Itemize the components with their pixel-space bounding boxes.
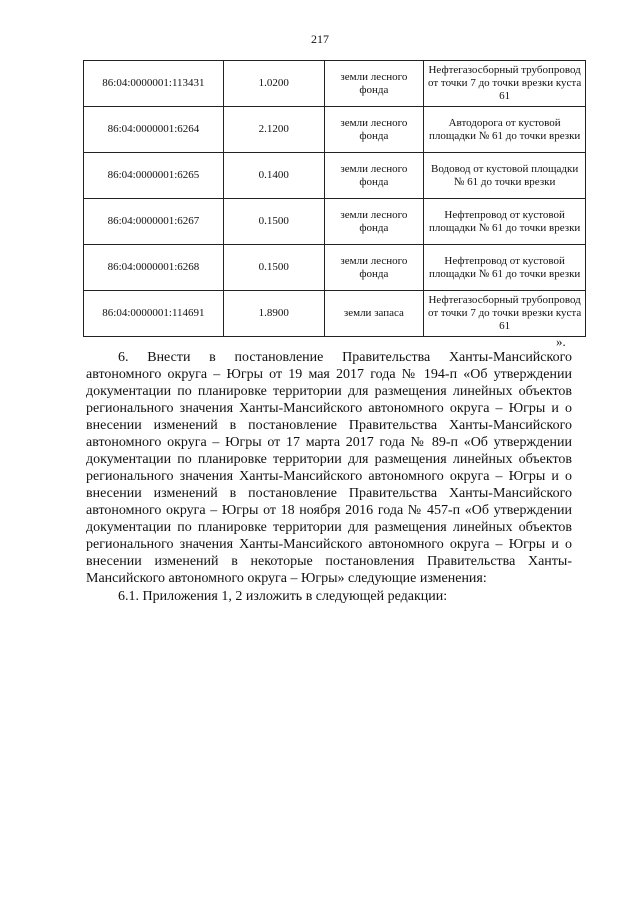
purpose-cell: Автодорога от кустовой площадки № 61 до точки врезки [424, 107, 586, 153]
purpose-cell: Водовод от кустовой площадки № 61 до точки врезки [424, 153, 586, 199]
purpose-cell: Нефтепровод от кустовой площадки № 61 до точки врезки [424, 245, 586, 291]
purpose-cell: Нефтепровод от кустовой площадки № 61 до точки врезки [424, 199, 586, 245]
cadastral-number-cell: 86:04:0000001:6265 [84, 153, 224, 199]
document-body [86, 349, 572, 605]
land-category-cell: земли лесного фонда [324, 153, 424, 199]
purpose-cell: Нефтегазосборный трубопровод от точки 7 до точки врезки куста 61 [424, 291, 586, 337]
land-category-cell: земли лесного фонда [324, 61, 424, 107]
land-category-cell: земли лесного фонда [324, 199, 424, 245]
table-row [84, 199, 586, 245]
cadastral-number-cell: 86:04:0000001:6268 [84, 245, 224, 291]
closing-quote: ». [556, 334, 566, 349]
area-cell: 2.1200 [223, 107, 324, 153]
land-category-cell: земли запаса [324, 291, 424, 337]
table-row [84, 61, 586, 107]
area-cell: 0.1500 [223, 245, 324, 291]
table-row [84, 107, 586, 153]
land-category-cell: земли лесного фонда [324, 245, 424, 291]
area-cell: 1.0200 [223, 61, 324, 107]
area-cell: 1.8900 [223, 291, 324, 337]
table-row [84, 245, 586, 291]
table-row [84, 291, 586, 337]
purpose-cell: Нефтегазосборный трубопровод от точки 7 до точки врезки куста 61 [424, 61, 586, 107]
cadastral-number-cell: 86:04:0000001:113431 [84, 61, 224, 107]
cadastral-number-cell: 86:04:0000001:114691 [84, 291, 224, 337]
land-parcels-table [83, 60, 586, 337]
cadastral-number-cell: 86:04:0000001:6264 [84, 107, 224, 153]
paragraph: 6.1. Приложения 1, 2 изложить в следующей редакции: [118, 589, 448, 604]
page-number: 217 [311, 32, 329, 46]
land-category-cell: земли лесного фонда [324, 107, 424, 153]
table-row [84, 153, 586, 199]
area-cell: 0.1400 [223, 153, 324, 199]
paragraph: 6. Внести в постановление Правительства Ханты-Мансийского автономного округа – Югры от 19 мая 2017 года № 194-п «Об утверждении документации по планировке территории для размещения линейных объектов регионального значения Ханты-Мансийского автономного округа – Югры и о внесении изменений в постановление Правительства Ханты-Мансийского автономного округа – Югры от 17 марта 2017 года № 89-п «Об утверждении документации по планировке территории для размещения линейных объектов регионального значения Ханты-Мансийского автономного округа – Югры и о внесении изменений в постановление Правительства Ханты-Мансийского автономного округа – Югры от 18 ноября 2016 года № 457-п «Об утверждении документации по планировке территории для размещения линейных объектов регионального значения Ханты-Мансийского автономного округа – Югры и о внесении изменений в некоторые постановления Правительства Ханты-Мансийского автономного округа – Югры» следующие изменения: [86, 350, 572, 586]
cadastral-number-cell: 86:04:0000001:6267 [84, 199, 224, 245]
area-cell: 0.1500 [223, 199, 324, 245]
